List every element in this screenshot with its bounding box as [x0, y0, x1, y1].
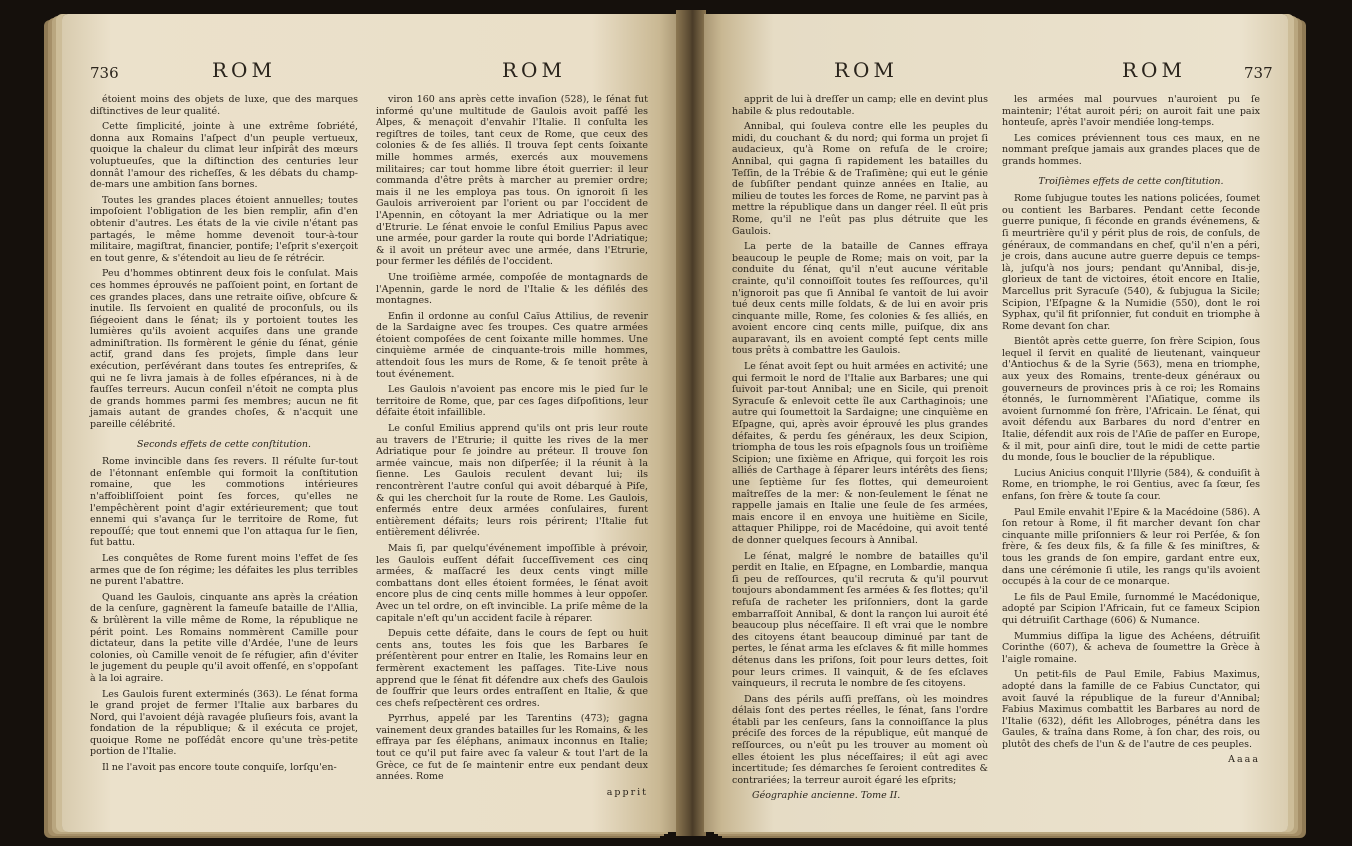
- right-column-2: [1002, 94, 1260, 766]
- left-page: [62, 14, 678, 832]
- paragraph: Enfin il ordonne au conſul Caïus Attilius, de revenir de la Sardaigne avec ſes troupes. Ces quatre armées étoient compoſées de cent ſoixante mille hommes. Une cinquième armée de cinquante-trois mille hommes, attendoit ſous les murs de Rome, & ſe tenoit prête à tout événement.: [376, 310, 648, 380]
- left-column-1: [90, 94, 358, 778]
- paragraph: Dans des périls auſſi preſſans, où les moindres délais ſont des pertes réelles, le ſénat, ſans l'ordre établi par les cenſeurs, ſans la connoiſſance la plus préciſe des forces de la république, eût manqué de reſſources, ou n'eût pu les trouver au moment où elles étoient les plus néceſſaires; il eût agi avec incertitude; ſes démarches ſe ſeroient contredites & contrariées; la terreur auroit égaré les eſprits;: [732, 693, 988, 786]
- paragraph: Les comices préviennent tous ces maux, en ne nommant preſque jamais aux grandes places que de grands hommes.: [1002, 132, 1260, 167]
- catchword: apprit: [606, 786, 648, 798]
- paragraph: apprit de lui à dreſſer un camp; elle en devint plus habile & plus redoutable.: [732, 94, 988, 117]
- paragraph: Le ſénat avoit ſept ou huit armées en activité; une qui fermoit le nord de l'Italie aux Barbares; une qui ſuivoit par-tout Annibal; une en Sicile, qui prenoit Syracuſe & enlevoit cette île aux Carthaginois; une autre qui ſoumettoit la Sardaigne; une cinquième en Eſpagne, qui, après avoir éprouvé les plus grandes défaites, & perdu ſes généraux, les deux Scipion, triompha de tous les rois eſpagnols ſous un troiſième Scipion; une ſixième en Afrique, qui forçoit les rois alliés de Carthage à ſéparer leurs intérêts des ſiens; une ſeptième ſur ſes flottes, qui demeuroient maîtreſſes de la mer: & non-ſeulement le ſénat ne rappelle jamais en Italie une ſeule de ſes armées, mais encore il en envoya une huitième en Sicile, attaquer Philippe, roi de Macédoine, qui avoit tenté de donner quelques ſecours à Annibal.: [732, 361, 988, 546]
- paragraph: Un petit-fils de Paul Emile, Fabius Maximus, adopté dans la famille de ce Fabius Cunctator, qui avoit ſauvé la république de la fureur d'Annibal; Fabius Maximus combattit les Barbares au nord de l'Italie (632), défit les Allobroges, pénétra dans les Gaules, & traîna dans Rome, à ſon char, des rois, ou plutôt des chefs de l'un & de l'autre de ces peuples.: [1002, 669, 1260, 750]
- right-column-1: [732, 94, 988, 802]
- running-header-left-2: ROM: [502, 58, 566, 82]
- paragraph: Mummius diſſipa la ligue des Achéens, détruiſit Corinthe (607), & acheva de ſoumettre la Grèce à l'aigle romaine.: [1002, 630, 1260, 665]
- paragraph: Le conſul Emilius apprend qu'ils ont pris leur route au travers de l'Etrurie; il quitte les rives de la mer Adriatique pour ſe joindre au préteur. Il trouve ſon armée vaincue, mais non diſperſée; il la réunit à la ſienne. Les Gaulois reculent devant lui; ils rencontrèrent l'autre conſul qui avoit débarqué à Piſe, & qui les cherchoit ſur la route de Rome. Les Gaulois, enfermés entre deux armées conſulaires, furent entièrement défaits; leurs rois périrent; l'Italie fut entièrement délivrée.: [376, 423, 648, 539]
- paragraph: Lucius Anicius conquit l'Illyrie (584), & conduiſit à Rome, en triomphe, le roi Gentius, avec ſa ſœur, ſes enfans, ſon frère & toute ſa cour.: [1002, 467, 1260, 502]
- paragraph: Depuis cette défaite, dans le cours de ſept ou huit cents ans, toutes les fois que les Barbares ſe préſentèrent pour entrer en Italie, les Romains leur en fermèrent exactement les paſſages. Tite-Live nous apprend que le ſénat fit défendre aux chefs des Gaulois de ſouffrir que leurs ordes entraſſent en Italie, & que ces chefs reſpectèrent ces ordres.: [376, 628, 648, 709]
- paragraph: La perte de la bataille de Cannes effraya beaucoup le peuple de Rome; mais on voit, par la conduite du ſénat, qu'il n'eut aucune véritable crainte, qu'il connoiſſoit toutes ſes reſſources, qu'il n'ignoroit pas que ſi Annibal ſe vantoit de lui avoir tué deux cents mille ſoldats, & de lui en avoir pris cinquante mille, Rome, ſes colonies & ſes alliés, en avoient encore cinq cents mille, puiſque, dix ans auparavant, ils en avoient compté ſept cents mille tous prêts à combattre les Gaulois.: [732, 241, 988, 357]
- paragraph: Annibal, qui ſouleva contre elle les peuples du midi, du couchant & du nord; qui forma un projet ſi audacieux, qu'à Rome on refuſa de le croire; Annibal, qui gagna ſi rapidement les batailles du Teſſin, de la Trébie & de Traſimène; qui eut le génie de ſubſiſter pendant quinze années en Italie, au milieu de toutes les forces de Rome, ne parvint pas à mettre la république dans un danger réel. Il eût pris Rome, qu'il ne l'eût pas plus détruite que les Gaulois.: [732, 121, 988, 237]
- paragraph: Les Gaulois furent exterminés (363). Le ſénat forma le grand projet de fermer l'Italie aux barbares du Nord, qui l'avoient déjà ravagée pluſieurs fois, avant la fondation de la république; & il exécuta ce projet, quoique Rome ne poſſédât encore qu'une très-petite portion de l'Italie.: [90, 688, 358, 758]
- page-number-left: 736: [90, 64, 119, 82]
- running-header-right-1: ROM: [834, 58, 898, 82]
- paragraph: Quand les Gaulois, cinquante ans après la création de la cenſure, gagnèrent la fameuſe bataille de l'Allia, & brûlèrent la ville même de Rome, la république ne périt point. Les Romains nommèrent Camille pour dictateur, dans la petite ville d'Ardée, l'une de leurs colonies, où Camille venoit de ſe réfugier, afin d'éviter le jugement du peuple qu'il avoit offenſé, en s'oppoſant à la loi agraire.: [90, 591, 358, 684]
- paragraph: Bientôt après cette guerre, ſon frère Scipion, ſous lequel il ſervit en qualité de lieutenant, vainqueur d'Antiochus & de la Syrie (563), mena en triomphe, aux yeux des Romains, trente-deux généraux ou gouverneurs de provinces pris à ce roi; les Romains étonnés, le ſurnommèrent l'Aſiatique, comme ils avoient ſurnommé ſon frère, l'Africain. Le ſénat, qui avoit défendu aux Barbares du nord d'entrer en Italie, défendit aux rois de l'Aſie de paſſer en Europe, & il mit, pour ainſi dire, tout le midi de cette partie du monde, ſous le bouclier de la république.: [1002, 336, 1260, 464]
- paragraph: Une troiſième armée, compoſée de montagnards de l'Apennin, garde le nord de l'Italie & les défilés des montagnes.: [376, 271, 648, 307]
- paragraph: les armées mal pourvues n'auroient pu ſe maintenir; l'état auroit péri; on auroit fait une paix honteuſe, après l'avoir mendiée long-temps.: [1002, 94, 1260, 129]
- paragraph: Il ne l'avoit pas encore toute conquiſe, lorſqu'en-: [102, 762, 337, 774]
- paragraph: Les conquêtes de Rome furent moins l'effet de ſes armes que de ſon régime; les défaites les plus terribles ne purent l'abattre.: [90, 552, 358, 588]
- book-gutter: [676, 10, 706, 836]
- paragraph: Les Gaulois n'avoient pas encore mis le pied ſur le territoire de Rome, que, par ces ſages diſpoſitions, leur défaite étoit infaillible.: [376, 384, 648, 419]
- page-number-right: 737: [1244, 64, 1273, 82]
- paragraph: Pyrrhus, appelé par les Tarentins (473); gagna vainement deux grandes batailles ſur les Romains, & les effraya par ſes éléphans, animaux inconnus en Italie; tout ce qu'il put faire avec ſa valeur & tout l'art de la Grèce, ce fut de ſe maintenir entre eux pendant deux années. Rome: [376, 713, 648, 783]
- paragraph: viron 160 ans après cette invaſion (528), le ſénat fut informé qu'une multitude de Gaulois avoit paſſé les Alpes, & menaçoit d'envahir l'Italie. Il conſulta les regiſtres de toiles, tant ceux de Rome, que ceux des colonies & de ſes alliés. Il trouva ſept cents ſoixante mille hommes armés, exercés aux mouvemens militaires; car tout homme libre étoit guerrier: il leur commanda d'être prêts à marcher au premier ordre; mais il ne les employa pas tous. On ignoroit ſi les Gaulois arriveroient par l'orient ou par l'occident de l'Apennin, en côtoyant la mer Adriatique ou la mer d'Etrurie. Le ſénat envoie le conſul Emilius Papus avec une armée, pour garder la route qui borde l'Adriatique; & il avoit un préteur avec une armée, dans l'Etrurie, pour fermer les défilés de l'occident.: [376, 94, 648, 268]
- section-heading: Seconds effets de cette conſtitution.: [136, 438, 312, 450]
- paragraph: Le fils de Paul Emile, ſurnommé le Macédonique, adopté par Scipion l'Africain, fut ce fameux Scipion qui détruiſit Carthage (606) & Numance.: [1002, 591, 1260, 626]
- paragraph: Toutes les grandes places étoient annuelles; toutes impoſoient l'obligation de les bien remplir, afin d'en obtenir d'autres. Les états de la vie civile n'étant pas partagés, le même homme devenoit tour-à-tour militaire, magiſtrat, financier, pontife; l'eſprit s'exerçoit en tout genre, & s'étendoit au lieu de ſe rétrécir.: [90, 194, 358, 264]
- paragraph: Paul Emile envahit l'Epire & la Macédoine (586). A ſon retour à Rome, il fit marcher devant ſon char cinquante mille priſonniers & leur roi Perſée, & ſon frère, & ſes deux fils, & ſa fille & ſes miniſtres, & tous les grands de ſon empire, gardant entre eux, dans une cérémonie ſi utile, les rangs qu'ils avoient occupés à la cour de ce monarque.: [1002, 506, 1260, 588]
- section-heading: Troiſièmes effets de cette conſtitution.: [1038, 175, 1224, 187]
- signature-line: Géographie ancienne. Tome II.: [752, 790, 901, 802]
- paragraph: Rome invincible dans ſes revers. Il réſulte ſur-tout de l'étonnant enſemble qui formoit la conſtitution romaine, que les commotions intérieures n'affoibliſſoient point ſes forces, qu'elles ne l'empêchèrent point d'agir extérieurement; que tout ennemi qui s'avança ſur le territoire de Rome, fut repouſſé; que tout ennemi que l'on attaqua ſur le ſien, fut battu.: [90, 456, 358, 549]
- right-page: [704, 14, 1288, 832]
- running-header-left-1: ROM: [212, 58, 276, 82]
- paragraph: étoient moins des objets de luxe, que des marques diſtinctives de leur qualité.: [90, 94, 358, 117]
- paragraph: Mais ſi, par quelqu'événement impoſſible à prévoir, les Gaulois euſſent défait ſucceſſivement ces cinq armées, & maſſacré les deux cents vingt mille combattans dont elles étoient formées, le ſénat avoit encore plus de cinq cents mille hommes à leur oppoſer. Avec un tel ordre, on eſt invincible. La priſe même de la capitale n'eſt qu'un accident facile à réparer.: [376, 542, 648, 624]
- paragraph: Le ſénat, malgré le nombre de batailles qu'il perdit en Italie, en Eſpagne, en Lombardie, manqua ſi peu de reſſources, qu'il recruta & qu'il pourvut toujours abondamment ſes armées & ſes flottes; qu'il refuſa de racheter les priſonniers, dont la garde embarraſſoit Annibal, & dont la rançon lui auroit été beaucoup plus néceſſaire. Il eſt vrai que le nombre des citoyens étant beaucoup diminué par tant de pertes, le ſénat arma les eſclaves & fit mille hommes détenus dans les priſons, ſoit pour leurs dettes, ſoit pour leurs crimes. Il vainquit, & de ſes eſclaves vainqueurs, il recruta le nombre de ſes citoyens.: [732, 550, 988, 690]
- catchword: Aaaa: [1228, 754, 1260, 766]
- paragraph: Peu d'hommes obtinrent deux fois le conſulat. Mais ces hommes éprouvés ne paſſoient point, en ſortant de ces grandes places, dans une retraite oiſive, obſcure & inutile. Ils ſervoient en qualité de proconſuls, ou ils ſiégeoient dans le ſénat; ils y portoient toutes les lumières qu'ils avoient acquiſes dans une grande adminiſtration. Ils formèrent le génie du ſénat, génie actif, grand dans ſes projets, ſimple dans leur exécution, perſévérant dans toutes ſes entrepriſes, & qui ne ſe livra jamais à de folles eſpérances, ni à de fauſſes terreurs. Aucun conſeil n'étoit ne compta plus de grands hommes parmi ſes membres; aucun ne fit jamais autant de grandes choſes, & n'acquit une pareille célébrité.: [90, 268, 358, 431]
- paragraph: Cette ſimplicité, jointe à une extrême ſobriété, donna aux Romains l'aſpect d'un peuple vertueux, quoique la chaleur du climat leur inſpirât des mœurs voluptueuſes, que la diſtinction des centuries leur donnât l'amour des richeſſes, & les débats du champ-de-mars une ambition ſans bornes.: [90, 121, 358, 191]
- running-header-right-2: ROM: [1122, 58, 1186, 82]
- left-column-2: [376, 94, 648, 798]
- paragraph: Rome ſubjugue toutes les nations policées, ſoumet ou contient les Barbares. Pendant cette ſeconde guerre punique, ſi féconde en grands événemens, & ſi meurtrière qu'il y périt plus de rois, de conſuls, de généraux, de commandans en chef, qu'il n'en a péri, je crois, dans aucune autre guerre depuis ce temps-là, juſqu'à nos jours; pendant qu'Annibal, dis-je, glorieux de tant de victoires, étoit encore en Italie, Marcellus prit Syracuſe (540), & ſubjugua la Sicile; Scipion, l'Eſpagne & la Numidie (550), dont le roi Syphax, qu'il fit priſonnier, fut conduit en triomphe à Rome devant ſon char.: [1002, 193, 1260, 332]
